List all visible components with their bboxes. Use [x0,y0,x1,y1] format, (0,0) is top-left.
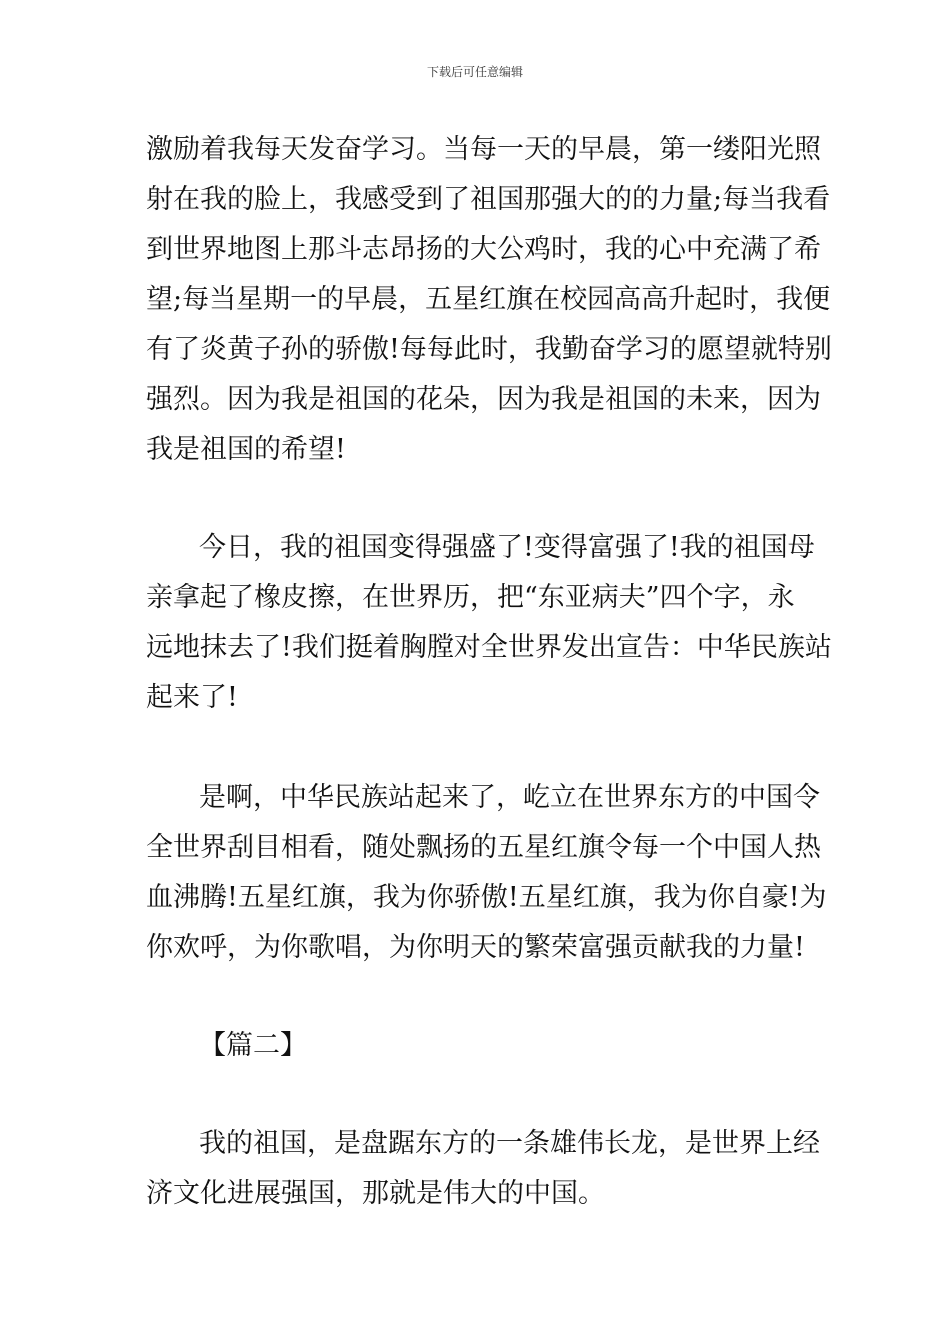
paragraph-3-line-1: 是啊，中华民族站起来了，屹立在世界东方的中国令 [199,782,820,813]
page-header: 下载后可任意编辑 [426,65,523,79]
paragraph-1-line-5: 有了炎黄子孙的骄傲!每每此时，我勤奋学习的愿望就特别 [146,334,832,365]
paragraph-1-line-4: 望;每当星期一的早晨，五星红旗在校园高高升起时，我便 [146,284,831,315]
paragraph-3-line-4: 你欢呼，为你歌唱，为你明天的繁荣富强贡献我的力量! [146,932,805,963]
paragraph-1-line-1: 激励着我每天发奋学习。当每一天的早晨，第一缕阳光照 [146,134,821,165]
section-heading: 【篇二】 [199,1030,307,1061]
paragraph-2-line-2: 亲拿起了橡皮擦，在世界历，把“东亚病夫”四个字，永 [146,582,795,613]
paragraph-2-line-1: 今日，我的祖国变得强盛了!变得富强了!我的祖国母 [199,532,815,563]
paragraph-3-line-2: 全世界刮目相看，随处飘扬的五星红旗令每一个中国人热 [146,832,821,863]
paragraph-1-line-3: 到世界地图上那斗志昂扬的大公鸡时，我的心中充满了希 [146,234,821,265]
paragraph-5-line-1: 我的祖国，是盘踞东方的一条雄伟长龙，是世界上经 [199,1128,820,1159]
paragraph-2-line-3: 远地抹去了!我们挺着胸膛对全世界发出宣告：中华民族站 [146,632,832,663]
paragraph-1-line-2: 射在我的脸上，我感受到了祖国那强大的的力量;每当我看 [146,184,831,215]
paragraph-3-line-3: 血沸腾!五星红旗，我为你骄傲!五星红旗，我为你自豪!为 [146,882,827,913]
paragraph-2-line-4: 起来了! [146,682,238,713]
paragraph-1-line-7: 我是祖国的希望! [146,434,346,465]
paragraph-5-line-2: 济文化进展强国，那就是伟大的中国。 [146,1178,605,1209]
paragraph-1-line-6: 强烈。因为我是祖国的花朵，因为我是祖国的未来，因为 [146,384,821,415]
